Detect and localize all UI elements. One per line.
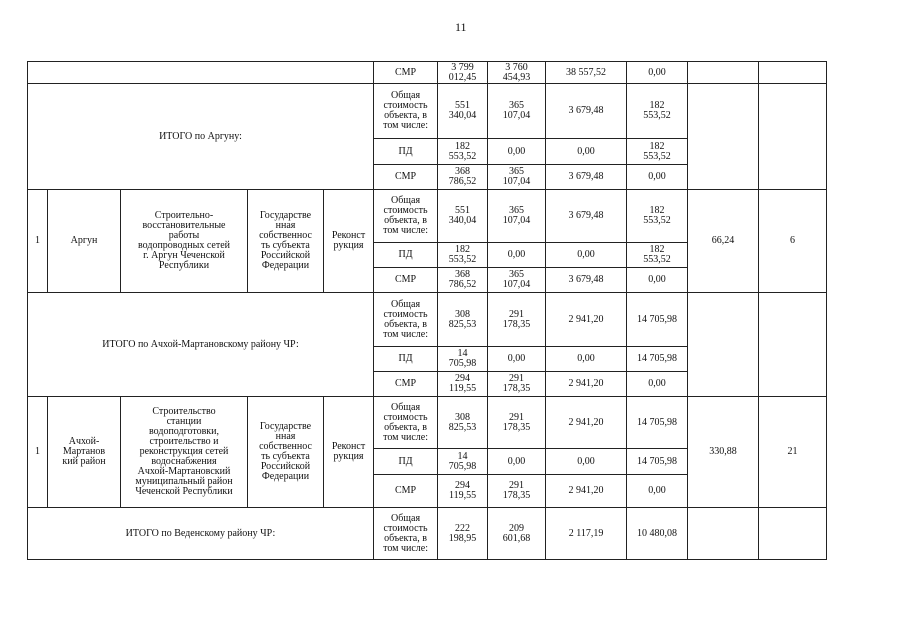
value-cell: 0,00 (627, 268, 688, 293)
value-cell: 3 799 012,45 (438, 62, 488, 84)
cost-type: ПД (374, 139, 438, 165)
page-number: 11 (455, 20, 467, 34)
cost-type: Общая стоимость объекта, в том числе: (374, 397, 438, 449)
cost-type: СМР (374, 475, 438, 508)
value-cell: 3 679,48 (546, 84, 627, 139)
empty-cell (759, 62, 827, 84)
work-type: Реконст рукция (324, 397, 374, 508)
capacity-value: 66,24 (688, 190, 759, 293)
cost-type: Общая стоимость объекта, в том числе: (374, 508, 438, 560)
empty-cell (688, 84, 759, 190)
value-cell: 0,00 (546, 347, 627, 372)
cost-type: Общая стоимость объекта, в том числе: (374, 190, 438, 243)
value-cell: 10 480,08 (627, 508, 688, 560)
value-cell: 368 786,52 (438, 268, 488, 293)
value-cell: 308 825,53 (438, 397, 488, 449)
value-cell: 3 679,48 (546, 165, 627, 190)
value-cell: 551 340,04 (438, 190, 488, 243)
value-cell: 365 107,04 (488, 84, 546, 139)
value-cell: 0,00 (627, 475, 688, 508)
value-cell: 0,00 (627, 165, 688, 190)
total-label-achkhoy: ИТОГО по Ачхой-Мартановскому району ЧР: (28, 293, 374, 397)
value-cell: 182 553,52 (438, 243, 488, 268)
cost-type: СМР (374, 268, 438, 293)
value-cell: 222 198,95 (438, 508, 488, 560)
value-cell: 209 601,68 (488, 508, 546, 560)
value-cell: 0,00 (488, 449, 546, 475)
municipality: Аргун (48, 190, 121, 293)
value-cell: 0,00 (488, 243, 546, 268)
value-cell: 14 705,98 (438, 347, 488, 372)
table-row (28, 62, 827, 84)
table-row (28, 508, 827, 560)
cost-type: СМР (374, 62, 438, 84)
value-cell: 3 679,48 (546, 268, 627, 293)
value-cell: 182 553,52 (627, 243, 688, 268)
value-cell: 294 119,55 (438, 475, 488, 508)
empty-cell (688, 293, 759, 397)
value-cell: 14 705,98 (627, 293, 688, 347)
value-cell: 0,00 (627, 62, 688, 84)
value-cell: 294 119,55 (438, 372, 488, 397)
row-number: 1 (28, 190, 48, 293)
value-cell: 368 786,52 (438, 165, 488, 190)
value-cell: 38 557,52 (546, 62, 627, 84)
cost-type: Общая стоимость объекта, в том числе: (374, 293, 438, 347)
empty-cell (759, 293, 827, 397)
capacity-value: 330,88 (688, 397, 759, 508)
value-cell: 551 340,04 (438, 84, 488, 139)
value-cell: 0,00 (488, 139, 546, 165)
value-cell: 0,00 (627, 372, 688, 397)
value-cell: 14 705,98 (627, 449, 688, 475)
investment-table (27, 61, 827, 560)
last-column-value: 6 (759, 190, 827, 293)
object-name: Строительно- восстановительные работы водопроводных сетей г. Аргун Чеченской Республики (121, 190, 248, 293)
empty-cell (759, 84, 827, 190)
value-cell: 14 705,98 (627, 397, 688, 449)
last-column-value: 21 (759, 397, 827, 508)
value-cell: 291 178,35 (488, 372, 546, 397)
table-row (28, 84, 827, 139)
value-cell: 14 705,98 (438, 449, 488, 475)
value-cell: 14 705,98 (627, 347, 688, 372)
value-cell: 0,00 (546, 139, 627, 165)
object-name: Строительство станции водоподготовки, строительство и реконструкция сетей водоснабжения Ачхой-Мартановский муниципальный район Чеченской Республики (121, 397, 248, 508)
empty-cell (688, 62, 759, 84)
cost-type: СМР (374, 372, 438, 397)
ownership: Государстве нная собственнос ть субъекта Российской Федерации (248, 397, 324, 508)
value-cell: 2 941,20 (546, 475, 627, 508)
cost-type: ПД (374, 449, 438, 475)
value-cell: 365 107,04 (488, 165, 546, 190)
value-cell: 182 553,52 (627, 84, 688, 139)
value-cell: 3 679,48 (546, 190, 627, 243)
value-cell: 182 553,52 (438, 139, 488, 165)
value-cell: 2 941,20 (546, 293, 627, 347)
cost-type: Общая стоимость объекта, в том числе: (374, 84, 438, 139)
value-cell: 3 760 454,93 (488, 62, 546, 84)
value-cell: 365 107,04 (488, 268, 546, 293)
total-label-argun: ИТОГО по Аргуну: (28, 84, 374, 190)
value-cell: 2 941,20 (546, 397, 627, 449)
value-cell: 291 178,35 (488, 397, 546, 449)
value-cell: 2 117,19 (546, 508, 627, 560)
value-cell: 0,00 (488, 347, 546, 372)
value-cell: 291 178,35 (488, 475, 546, 508)
cost-type: ПД (374, 243, 438, 268)
empty-cell (28, 62, 374, 84)
value-cell: 291 178,35 (488, 293, 546, 347)
value-cell: 365 107,04 (488, 190, 546, 243)
work-type: Реконст рукция (324, 190, 374, 293)
cost-type: ПД (374, 347, 438, 372)
value-cell: 0,00 (546, 243, 627, 268)
municipality: Ачхой- Мартанов кий район (48, 397, 121, 508)
table-row (28, 397, 827, 449)
ownership: Государстве нная собственнос ть субъекта Российской Федерации (248, 190, 324, 293)
row-number: 1 (28, 397, 48, 508)
table-row (28, 293, 827, 347)
value-cell: 308 825,53 (438, 293, 488, 347)
value-cell: 182 553,52 (627, 190, 688, 243)
total-label-vedeno: ИТОГО по Веденскому району ЧР: (28, 508, 374, 560)
value-cell: 182 553,52 (627, 139, 688, 165)
empty-cell (759, 508, 827, 560)
table-row (28, 190, 827, 243)
value-cell: 2 941,20 (546, 372, 627, 397)
value-cell: 0,00 (546, 449, 627, 475)
empty-cell (688, 508, 759, 560)
cost-type: СМР (374, 165, 438, 190)
